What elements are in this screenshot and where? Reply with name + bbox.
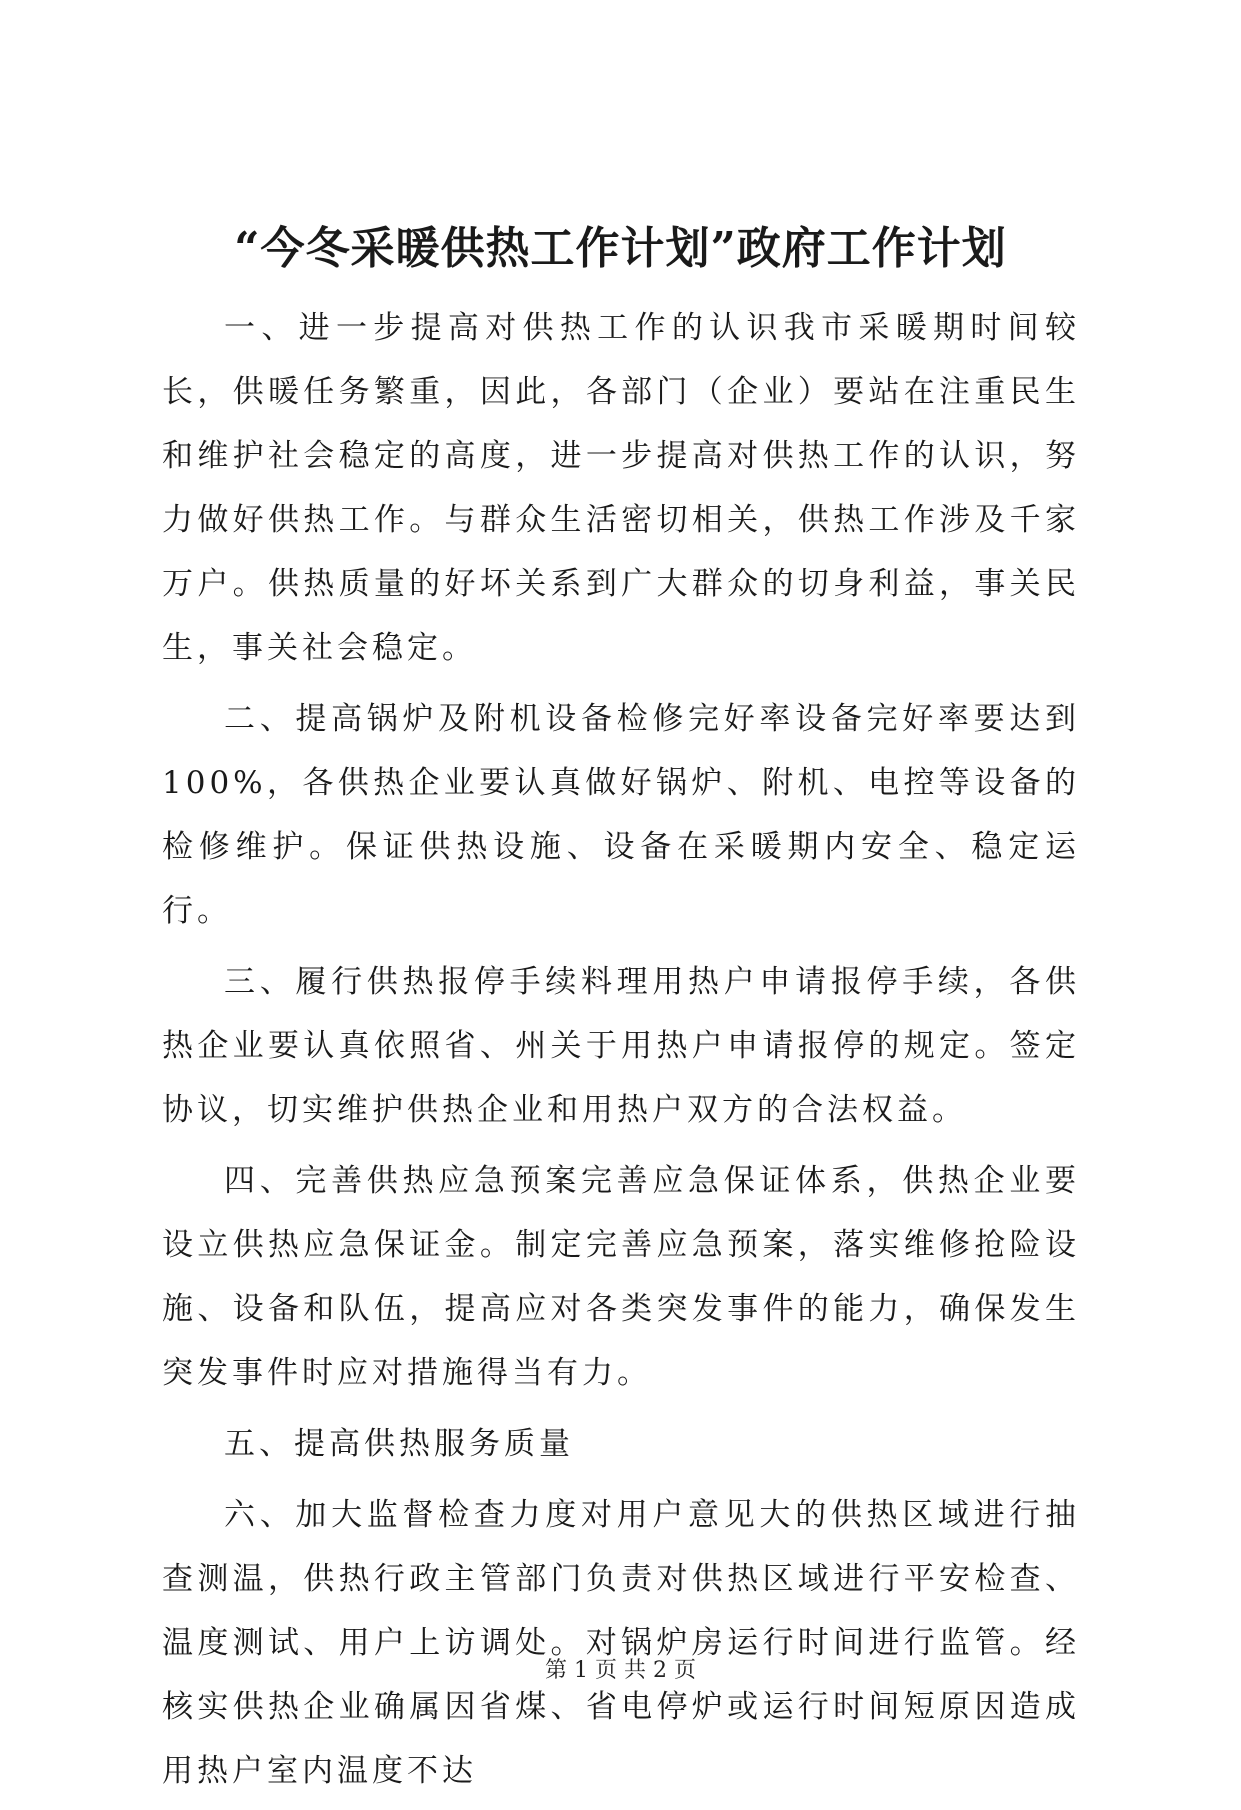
document-body (162, 296, 1080, 1810)
paragraph-3: 三、履行供热报停手续料理用热户申请报停手续，各供热企业要认真依照省、州关于用热户申请报停的规定。签定协议，切实维护供热企业和用热户双方的合法权益。 (162, 964, 1080, 1128)
paragraph-6: 六、加大监督检查力度对用户意见大的供热区域进行抽查测温，供热行政主管部门负责对供热区域进行平安检查、温度测试、用户上访调处。对锅炉房运行时间进行监管。经核实供热企业确属因省煤、省电停炉或运行时间短原因造成用热户室内温度不达 (162, 1497, 1080, 1789)
paragraph-1: 一、进一步提高对供热工作的认识我市采暖期时间较长，供暖任务繁重，因此，各部门（企业）要站在注重民生和维护社会稳定的高度，进一步提高对供热工作的认识，努力做好供热工作。与群众生活密切相关，供热工作涉及千家万户。供热质量的好坏关系到广大群众的切身利益，事关民生，事关社会稳定。 (162, 310, 1080, 666)
paragraph-5: 五、提高供热服务质量 (224, 1426, 574, 1462)
document-title: “今冬采暖供热工作计划”政府工作计划 (234, 223, 1007, 274)
paragraph-4: 四、完善供热应急预案完善应急保证体系，供热企业要设立供热应急保证金。制定完善应急预案，落实维修抢险设施、设备和队伍，提高应对各类突发事件的能力，确保发生突发事件时应对措施得当有力。 (162, 1163, 1080, 1391)
paragraph-2: 二、提高锅炉及附机设备检修完好率设备完好率要达到100%，各供热企业要认真做好锅炉、附机、电控等设备的检修维护。保证供热设施、设备在采暖期内安全、稳定运行。 (162, 701, 1080, 929)
page-number-footer: 第 1 页 共 2 页 (545, 1658, 696, 1683)
